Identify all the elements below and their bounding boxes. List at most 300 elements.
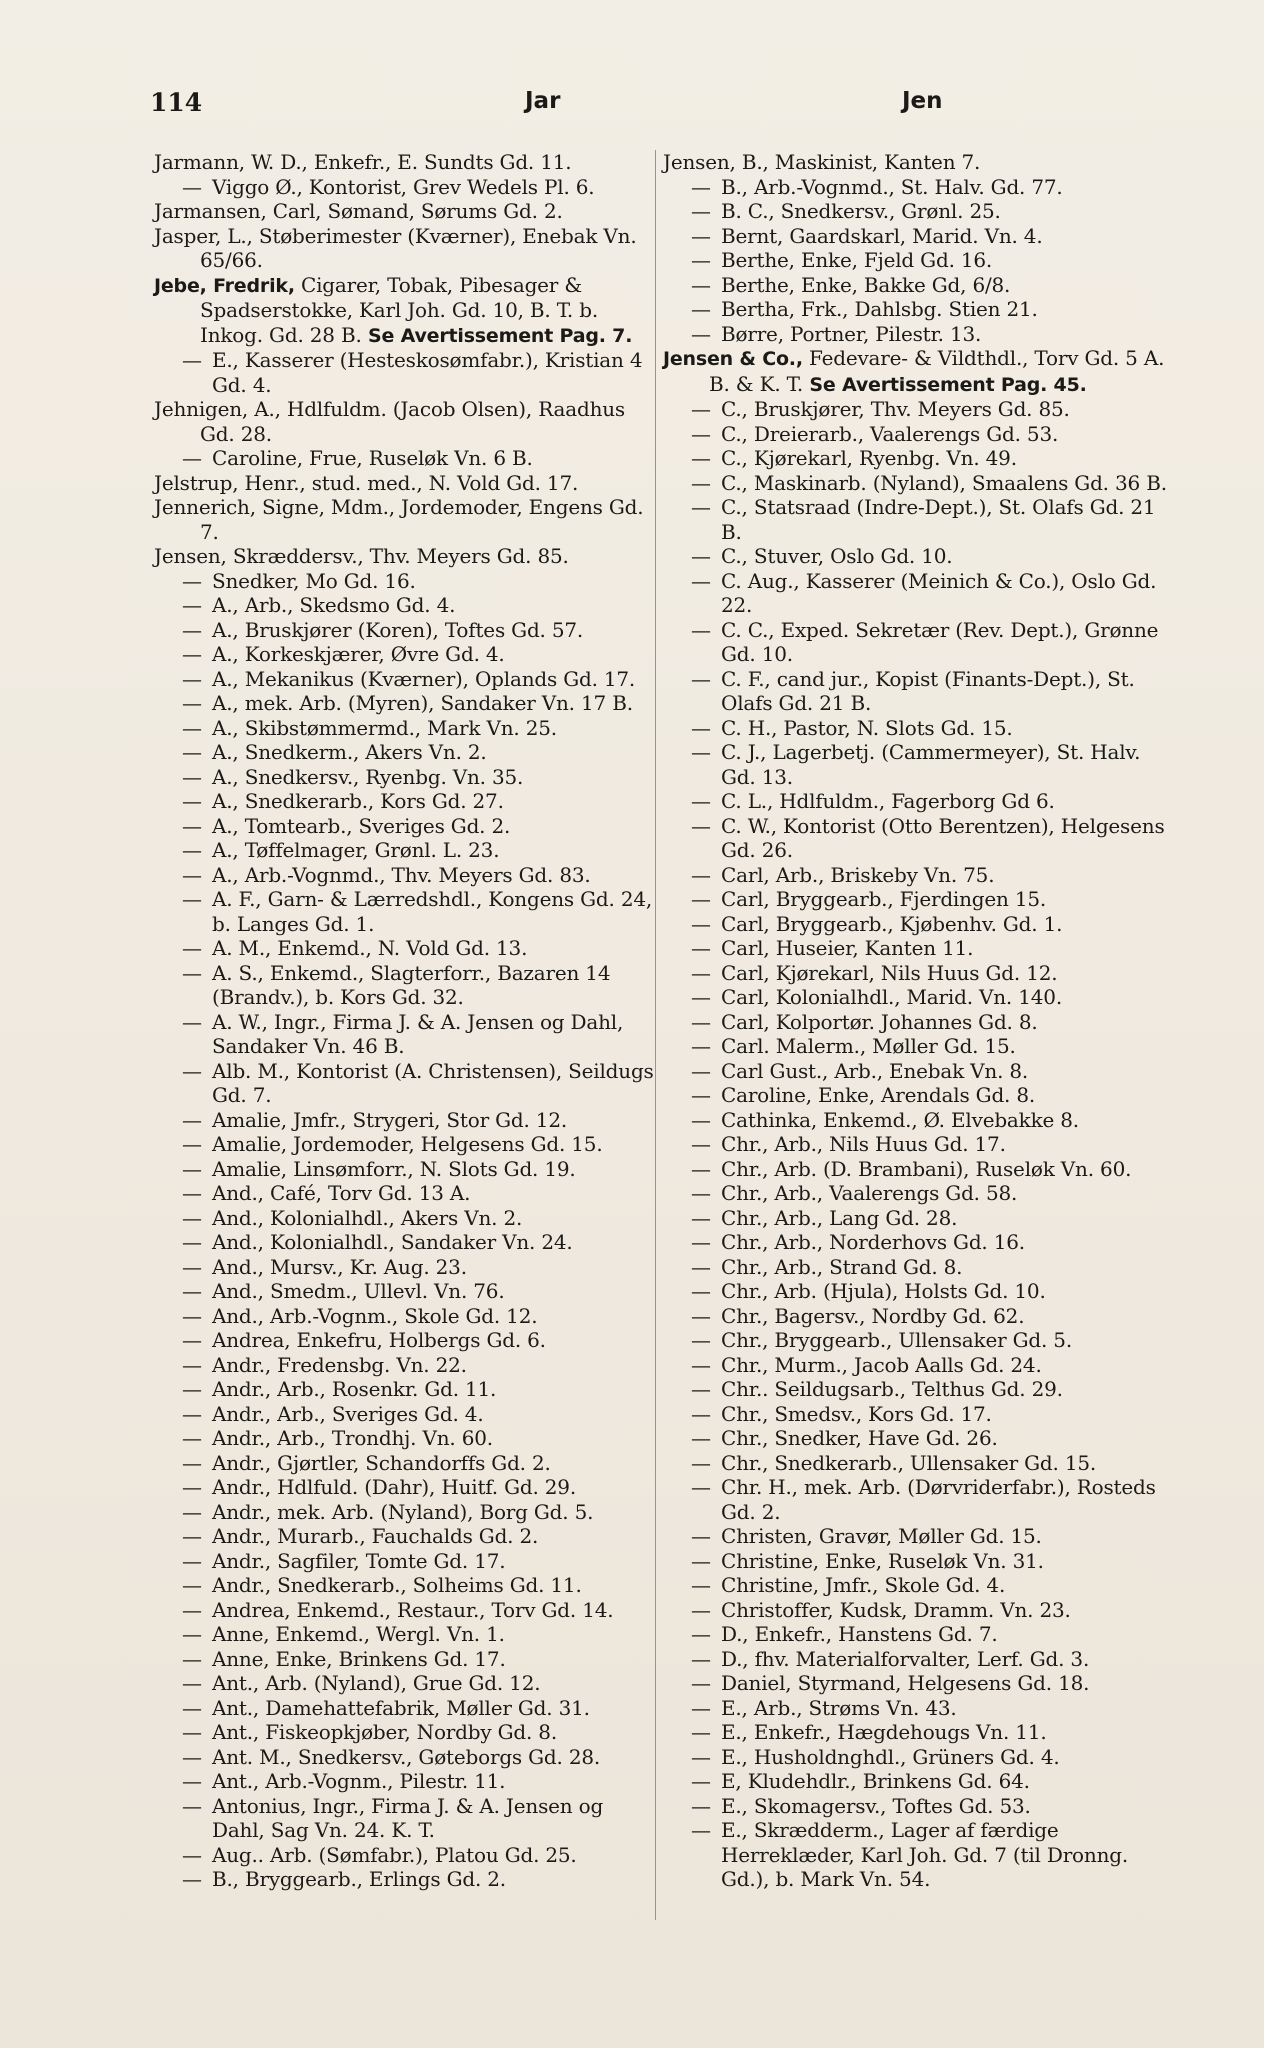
ditto-dash: — [691, 1450, 711, 1475]
entry-text: C., Maskinarb. (Nyland), Smaalens Gd. 36 B. [721, 470, 1167, 495]
directory-entry [154, 1524, 654, 1549]
ditto-dash: — [691, 199, 711, 223]
ditto-dash: — [182, 691, 202, 715]
ditto-dash: — [691, 223, 711, 248]
entry-text: E., Arb., Strøms Vn. 43. [721, 1695, 957, 1720]
entry-text: Carl, Kolonialhdl., Marid. Vn. 140. [721, 985, 1062, 1009]
ditto-dash: — [691, 911, 711, 936]
entry-text: Carl, Bryggearb., Fjerdingen 15. [721, 887, 1047, 911]
directory-entry [154, 814, 654, 839]
entry-text: Chr., Bryggearb., Ullensaker Gd. 5. [721, 1328, 1072, 1352]
entry-text: A., Mekanikus (Kværner), Oplands Gd. 17. [212, 666, 636, 691]
entry-text: Christine, Enke, Ruseløk Vn. 31. [721, 1548, 1044, 1573]
ditto-dash: — [182, 174, 202, 199]
directory-entry [154, 1353, 654, 1378]
entry-text: Carl, Bryggearb., Kjøbenhv. Gd. 1. [721, 911, 1063, 936]
ditto-dash: — [691, 297, 711, 321]
ditto-dash: — [182, 348, 202, 372]
directory-entry [154, 1475, 654, 1500]
entry-text: Chr., Snedkerarb., Ullensaker Gd. 15. [721, 1450, 1097, 1475]
ditto-dash: — [691, 1475, 711, 1499]
entry-text: Daniel, Styrmand, Helgesens Gd. 18. [721, 1671, 1090, 1695]
ditto-dash: — [182, 1254, 202, 1279]
ditto-dash: — [691, 1401, 711, 1426]
entry-text: Fedevare- & Vildthdl., Torv Gd. 5 A. B. & K. T. [709, 346, 1165, 396]
ditto-dash: — [691, 1377, 711, 1401]
ditto-dash: — [691, 1107, 711, 1132]
entry-text: Chr., Snedker, Have Gd. 26. [721, 1426, 998, 1450]
entry-text: Ant., Arb.-Vognm., Pilestr. 11. [212, 1769, 506, 1793]
ditto-dash: — [182, 1377, 202, 1401]
directory-entry [663, 1206, 1168, 1231]
directory-entry [663, 814, 1168, 863]
entry-text: Christoffer, Kudsk, Dramm. Vn. 23. [721, 1597, 1071, 1622]
entry-text: And., Kolonialhdl., Sandaker Vn. 24. [212, 1230, 573, 1254]
ditto-dash: — [691, 1720, 711, 1744]
entry-text: D., Enkefr., Hanstens Gd. 7. [721, 1622, 998, 1646]
directory-entry [154, 495, 654, 544]
entry-text: Jarmann, W. D., Enkefr., E. Sundts Gd. 11. [154, 150, 572, 174]
directory-entry [663, 1230, 1168, 1255]
entry-text: C., Statsraad (Indre-Dept.), St. Olafs Gd. 21 B. [721, 495, 1156, 544]
entry-text: Aug.. Arb. (Sømfabr.), Platou Gd. 25. [212, 1842, 577, 1867]
ditto-dash: — [691, 1254, 711, 1279]
directory-entry [154, 1696, 654, 1721]
entry-text: A. S., Enkemd., Slagterforr., Bazaren 14 (Brandv.), b. Kors Gd. 32. [212, 960, 611, 1009]
directory-entry [154, 1843, 654, 1868]
ditto-dash: — [182, 813, 202, 838]
ditto-dash: — [182, 1401, 202, 1426]
entry-bold-name: Jensen & Co., [663, 348, 803, 370]
ditto-dash: — [182, 1328, 202, 1352]
ditto-dash: — [691, 1818, 711, 1842]
entry-text: Snedker, Mo Gd. 16. [212, 568, 416, 593]
directory-entry [154, 1745, 654, 1770]
entry-text: Jensen, B., Maskinist, Kanten 7. [663, 150, 981, 174]
entry-text: B., Arb.-Vognmd., St. Halv. Gd. 77. [721, 174, 1063, 199]
directory-entry [663, 1255, 1168, 1280]
entry-text: A., Korkeskjærer, Øvre Gd. 4. [212, 642, 505, 666]
directory-entry [663, 1426, 1168, 1451]
page-header [150, 88, 944, 132]
directory-entry [663, 936, 1168, 961]
entry-text: E., Husholdnghdl., Grüners Gd. 4. [721, 1744, 1060, 1769]
entry-text: C. L., Hdlfuldm., Fagerborg Gd 6. [721, 789, 1055, 813]
ditto-dash: — [691, 1352, 711, 1377]
directory-entry [154, 593, 654, 618]
entry-text: C., Stuver, Oslo Gd. 10. [721, 544, 953, 568]
ditto-dash: — [182, 764, 202, 789]
ditto-dash: — [182, 1744, 202, 1769]
ditto-dash: — [691, 985, 711, 1009]
directory-entry [154, 1402, 654, 1427]
directory-entry [154, 1598, 654, 1623]
entry-text: Antonius, Ingr., Firma J. & A. Jensen og Dahl, Sag Vn. 24. K. T. [212, 1793, 604, 1842]
directory-entry [663, 667, 1168, 716]
entry-text: Anne, Enke, Brinkens Gd. 17. [212, 1646, 506, 1671]
directory-entry [663, 1108, 1168, 1133]
directory-entry [154, 150, 654, 175]
entry-text: C. J., Lagerbetj. (Cammermeyer), St. Halv. Gd. 13. [721, 740, 1141, 789]
directory-entry [663, 1696, 1168, 1721]
directory-entry [154, 471, 654, 496]
directory-entry [154, 273, 654, 349]
entry-text: Berthe, Enke, Fjeld Gd. 16. [721, 248, 993, 272]
entry-text: C. H., Pastor, N. Slots Gd. 15. [721, 715, 1013, 740]
directory-entry [154, 1647, 654, 1672]
directory-entry [663, 199, 1168, 224]
entry-text: Andrea, Enkefru, Holbergs Gd. 6. [212, 1328, 546, 1352]
directory-entry [663, 1622, 1168, 1647]
entry-text: Christen, Gravør, Møller Gd. 15. [721, 1524, 1042, 1548]
entry-text: Carl, Huseier, Kanten 11. [721, 936, 974, 960]
entry-text: Amalie, Jordemoder, Helgesens Gd. 15. [212, 1132, 603, 1156]
entry-text: Berthe, Enke, Bakke Gd, 6/8. [721, 272, 1011, 297]
directory-entry [154, 618, 654, 643]
ditto-dash: — [691, 1622, 711, 1646]
entry-text: Jehnigen, A., Hdlfuldm. (Jacob Olsen), Raadhus Gd. 28. [154, 397, 625, 446]
entry-text: Ant., Arb. (Nyland), Grue Gd. 12. [212, 1671, 541, 1695]
ditto-dash: — [182, 1695, 202, 1720]
directory-entry [663, 446, 1168, 471]
directory-entry [663, 322, 1168, 347]
directory-entry [663, 716, 1168, 741]
directory-entry [154, 1500, 654, 1525]
directory-entry [154, 1769, 654, 1794]
entry-text: Anne, Enkemd., Wergl. Vn. 1. [212, 1622, 505, 1646]
entry-text: And., Kolonialhdl., Akers Vn. 2. [212, 1205, 523, 1230]
entry-text: D., fhv. Materialforvalter, Lerf. Gd. 3. [721, 1646, 1090, 1671]
directory-entry [663, 273, 1168, 298]
entry-text: Bernt, Gaardskarl, Marid. Vn. 4. [721, 223, 1043, 248]
directory-entry [154, 838, 654, 863]
ditto-dash: — [182, 1230, 202, 1254]
entry-text: Christine, Jmfr., Skole Gd. 4. [721, 1573, 1006, 1597]
entry-text: Chr. H., mek. Arb. (Dørvriderfabr.), Rosteds Gd. 2. [721, 1475, 1156, 1524]
entry-text: C. Aug., Kasserer (Meinich & Co.), Oslo Gd. 22. [721, 568, 1157, 617]
directory-entry [663, 1769, 1168, 1794]
entry-text: C., Bruskjører, Thv. Meyers Gd. 85. [721, 397, 1070, 421]
ditto-dash: — [691, 446, 711, 470]
entry-text: B., Bryggearb., Erlings Gd. 2. [212, 1867, 506, 1891]
directory-entry [154, 544, 654, 569]
directory-entry [154, 1255, 654, 1280]
entry-text: A. F., Garn- & Lærredshdl., Kongens Gd. 24, b. Langes Gd. 1. [212, 887, 653, 936]
ditto-dash: — [182, 1450, 202, 1475]
directory-entry [663, 397, 1168, 422]
entry-text: Andr., Fredensbg. Vn. 22. [212, 1352, 467, 1377]
ditto-dash: — [691, 568, 711, 593]
entry-text: E, Kludehdlr., Brinkens Gd. 64. [721, 1769, 1030, 1793]
entry-text: And., Mursv., Kr. Aug. 23. [212, 1254, 467, 1279]
ditto-dash: — [182, 862, 202, 887]
entry-text: Andr., Sagfiler, Tomte Gd. 17. [212, 1548, 506, 1573]
entry-text: C., Kjørekarl, Ryenbg. Vn. 49. [721, 446, 1017, 470]
directory-entry [663, 495, 1168, 544]
entry-text: Andrea, Enkemd., Restaur., Torv Gd. 14. [212, 1597, 614, 1622]
column-divider [655, 150, 656, 1920]
ditto-dash: — [182, 838, 202, 862]
ditto-dash: — [182, 1842, 202, 1867]
ditto-dash: — [691, 1597, 711, 1622]
ditto-dash: — [182, 1132, 202, 1156]
entry-text: A. M., Enkemd., N. Vold Gd. 13. [212, 936, 528, 960]
ditto-dash: — [691, 397, 711, 421]
entry-text: A., Tomtearb., Sveriges Gd. 2. [212, 813, 511, 838]
directory-entry [154, 691, 654, 716]
directory-entry [154, 1720, 654, 1745]
entry-text: Amalie, Jmfr., Strygeri, Stor Gd. 12. [212, 1107, 568, 1132]
ditto-dash: — [182, 936, 202, 960]
advertisement-reference: Se Avertissement Pag. 7. [361, 324, 633, 347]
directory-entry [154, 863, 654, 888]
ditto-dash: — [691, 1009, 711, 1034]
ditto-dash: — [182, 666, 202, 691]
ditto-dash: — [691, 715, 711, 740]
ditto-dash: — [691, 272, 711, 297]
directory-entry [154, 199, 654, 224]
ditto-dash: — [691, 1132, 711, 1156]
entry-text: Carl, Kolportør. Johannes Gd. 8. [721, 1009, 1038, 1034]
ditto-dash: — [691, 1744, 711, 1769]
entry-text: A., mek. Arb. (Myren), Sandaker Vn. 17 B. [212, 691, 633, 715]
ditto-dash: — [182, 446, 202, 470]
ditto-dash: — [691, 740, 711, 764]
ditto-dash: — [691, 174, 711, 199]
entry-text: Chr., Arb., Norderhovs Gd. 16. [721, 1230, 1025, 1254]
entry-text: Ant. M., Snedkersv., Gøteborgs Gd. 28. [212, 1744, 601, 1769]
ditto-dash: — [691, 887, 711, 911]
ditto-dash: — [691, 1181, 711, 1205]
entry-text: Andr., Gjørtler, Schandorffs Gd. 2. [212, 1450, 551, 1475]
directory-entry [663, 150, 1168, 175]
ditto-dash: — [182, 1303, 202, 1328]
directory-entry [154, 1671, 654, 1696]
ditto-dash: — [182, 789, 202, 813]
directory-entry [663, 1598, 1168, 1623]
entry-text: A., Tøffelmager, Grønl. L. 23. [212, 838, 500, 862]
directory-entry [154, 175, 654, 200]
directory-entry [663, 1549, 1168, 1574]
directory-entry [663, 1647, 1168, 1672]
ditto-dash: — [691, 1083, 711, 1107]
directory-entry [663, 1451, 1168, 1476]
entry-text: Jensen, Skræddersv., Thv. Meyers Gd. 85. [154, 544, 569, 568]
entry-text: Ant., Damehattefabrik, Møller Gd. 31. [212, 1695, 590, 1720]
entry-text: E., Kasserer (Hesteskosømfabr.), Kristian 4 Gd. 4. [212, 348, 643, 397]
directory-entry [154, 1181, 654, 1206]
directory-entry [663, 248, 1168, 273]
ditto-dash: — [182, 1793, 202, 1818]
directory-entry [154, 740, 654, 765]
directory-entry [663, 297, 1168, 322]
entry-text: A. W., Ingr., Firma J. & A. Jensen og Dahl, Sandaker Vn. 46 B. [212, 1009, 624, 1058]
ditto-dash: — [182, 1499, 202, 1524]
directory-entry [154, 961, 654, 1010]
directory-entry [663, 1059, 1168, 1084]
advertisement-reference: Se Avertissement Pag. 45. [803, 373, 1087, 396]
entry-text: A., Snedkersv., Ryenbg. Vn. 35. [212, 764, 524, 789]
ditto-dash: — [182, 1009, 202, 1034]
ditto-dash: — [182, 1524, 202, 1548]
ditto-dash: — [691, 544, 711, 568]
directory-entry [154, 1108, 654, 1133]
ditto-dash: — [182, 1622, 202, 1646]
ditto-dash: — [691, 862, 711, 887]
right-column [663, 150, 1168, 1892]
ditto-dash: — [182, 740, 202, 764]
ditto-dash: — [182, 1181, 202, 1205]
directory-entry [663, 1181, 1168, 1206]
ditto-dash: — [182, 1058, 202, 1083]
entry-text: E., Enkefr., Hægdehougs Vn. 11. [721, 1720, 1047, 1744]
ditto-dash: — [182, 617, 202, 642]
directory-entry [154, 1304, 654, 1329]
directory-entry [154, 765, 654, 790]
entry-text: Andr., Arb., Rosenkr. Gd. 11. [212, 1377, 497, 1401]
entry-text: Jennerich, Signe, Mdm., Jordemoder, Engens Gd. 7. [154, 495, 644, 544]
directory-entry [154, 1377, 654, 1402]
ditto-dash: — [691, 1205, 711, 1230]
ditto-dash: — [182, 1597, 202, 1622]
directory-entry [154, 1230, 654, 1255]
entry-text: Jarmansen, Carl, Sømand, Sørums Gd. 2. [154, 199, 563, 223]
directory-entry [154, 1794, 654, 1843]
entry-text: And., Café, Torv Gd. 13 A. [212, 1181, 471, 1205]
directory-entry [154, 1328, 654, 1353]
ditto-dash: — [182, 1646, 202, 1671]
ditto-dash: — [182, 1769, 202, 1793]
ditto-dash: — [182, 1352, 202, 1377]
directory-entry [663, 1671, 1168, 1696]
directory-entry [663, 1377, 1168, 1402]
ditto-dash: — [691, 666, 711, 691]
entry-text: Chr., Arb., Vaalerengs Gd. 58. [721, 1181, 1018, 1205]
ditto-dash: — [691, 1156, 711, 1181]
ditto-dash: — [182, 642, 202, 666]
directory-entry [663, 1304, 1168, 1329]
entry-text: Jasper, L., Støberimester (Kværner), Enebak Vn. 65/66. [154, 223, 637, 272]
entry-text: C. F., cand jur., Kopist (Finants-Dept.), St. Olafs Gd. 21 B. [721, 666, 1135, 715]
ditto-dash: — [182, 1573, 202, 1597]
directory-entry [154, 224, 654, 273]
ditto-dash: — [691, 1671, 711, 1695]
ditto-dash: — [691, 1646, 711, 1671]
entry-text: Bertha, Frk., Dahlsbg. Stien 21. [721, 297, 1038, 321]
entry-text: C. C., Exped. Sekretær (Rev. Dept.), Grønne Gd. 10. [721, 617, 1159, 666]
ditto-dash: — [691, 813, 711, 838]
ditto-dash: — [182, 568, 202, 593]
ditto-dash: — [182, 1107, 202, 1132]
directory-entry [663, 1573, 1168, 1598]
directory-entry [663, 1402, 1168, 1427]
directory-entry [663, 912, 1168, 937]
ditto-dash: — [691, 1573, 711, 1597]
directory-entry [663, 224, 1168, 249]
ditto-dash: — [182, 593, 202, 617]
directory-entry [154, 1573, 654, 1598]
directory-entry [663, 740, 1168, 789]
entry-text: Cigarer, Tobak, Pibesager & Spadserstokke, Karl Joh. Gd. 10, B. T. b. Inkog. Gd. 28 B. [200, 272, 599, 347]
entry-text: Chr., Arb., Nils Huus Gd. 17. [721, 1132, 1006, 1156]
ditto-dash: — [691, 1058, 711, 1083]
directory-entry [154, 1426, 654, 1451]
directory-entry [154, 1132, 654, 1157]
directory-entry [663, 1794, 1168, 1819]
ditto-dash: — [691, 617, 711, 642]
entry-text: Chr., Bagersv., Nordby Gd. 62. [721, 1303, 1025, 1328]
entry-text: Jelstrup, Henr., stud. med., N. Vold Gd. 17. [154, 470, 579, 495]
directory-entry [154, 789, 654, 814]
ditto-dash: — [691, 1426, 711, 1450]
directory-entry [154, 1059, 654, 1108]
entry-text: Chr., Murm., Jacob Aalls Gd. 24. [721, 1352, 1042, 1377]
directory-entry [154, 642, 654, 667]
entry-text: Alb. M., Kontorist (A. Christensen), Seildugs Gd. 7. [212, 1058, 654, 1107]
entry-text: Carl, Kjørekarl, Nils Huus Gd. 12. [721, 960, 1058, 985]
directory-entry [154, 936, 654, 961]
directory-entry [663, 1475, 1168, 1524]
ditto-dash: — [182, 1205, 202, 1230]
ditto-dash: — [182, 1671, 202, 1695]
ditto-dash: — [691, 495, 711, 519]
entry-text: Chr., Arb. (D. Brambani), Ruseløk Vn. 60. [721, 1156, 1132, 1181]
entry-text: A., Snedkerm., Akers Vn. 2. [212, 740, 487, 764]
entry-text: B. C., Snedkersv., Grønl. 25. [721, 199, 1001, 223]
entry-text: C. W., Kontorist (Otto Berentzen), Helgesens Gd. 26. [721, 813, 1165, 862]
directory-entry [663, 985, 1168, 1010]
directory-entry [663, 618, 1168, 667]
entry-text: Andr., Arb., Trondhj. Vn. 60. [212, 1426, 493, 1450]
ditto-dash: — [691, 1279, 711, 1303]
ditto-dash: — [182, 1548, 202, 1573]
directory-entry [663, 1818, 1168, 1892]
directory-entry [663, 471, 1168, 496]
directory-entry [154, 1010, 654, 1059]
directory-entry [663, 1279, 1168, 1304]
directory-entry [663, 1524, 1168, 1549]
entry-text: Børre, Portner, Pilestr. 13. [721, 321, 982, 346]
ditto-dash: — [182, 1156, 202, 1181]
ditto-dash: — [691, 1230, 711, 1254]
entry-text: Chr.. Seildugsarb., Telthus Gd. 29. [721, 1377, 1063, 1401]
directory-entry [663, 863, 1168, 888]
entry-text: Andr., Arb., Sveriges Gd. 4. [212, 1401, 484, 1426]
directory-entry [663, 961, 1168, 986]
ditto-dash: — [182, 960, 202, 985]
entry-text: A., Bruskjører (Koren), Toftes Gd. 57. [212, 617, 584, 642]
entry-text: And., Smedm., Ullevl. Vn. 76. [212, 1279, 505, 1303]
directory-entry [663, 1720, 1168, 1745]
page-number: 114 [150, 88, 203, 117]
entry-text: Ant., Fiskeopkjøber, Nordby Gd. 8. [212, 1720, 557, 1744]
ditto-dash: — [691, 789, 711, 813]
directory-entry [154, 446, 654, 471]
directory-entry [663, 569, 1168, 618]
directory-entry [663, 422, 1168, 447]
directory-entry [663, 1353, 1168, 1378]
directory-entry [154, 569, 654, 594]
ditto-dash: — [182, 1720, 202, 1744]
directory-entry [154, 1451, 654, 1476]
entry-text: A., Snedkerarb., Kors Gd. 27. [212, 789, 504, 813]
entry-text: C., Dreierarb., Vaalerengs Gd. 53. [721, 421, 1059, 446]
left-column [154, 150, 654, 1892]
directory-entry [663, 1157, 1168, 1182]
directory-entry [154, 1622, 654, 1647]
directory-entry [663, 346, 1168, 397]
directory-entry [154, 397, 654, 446]
